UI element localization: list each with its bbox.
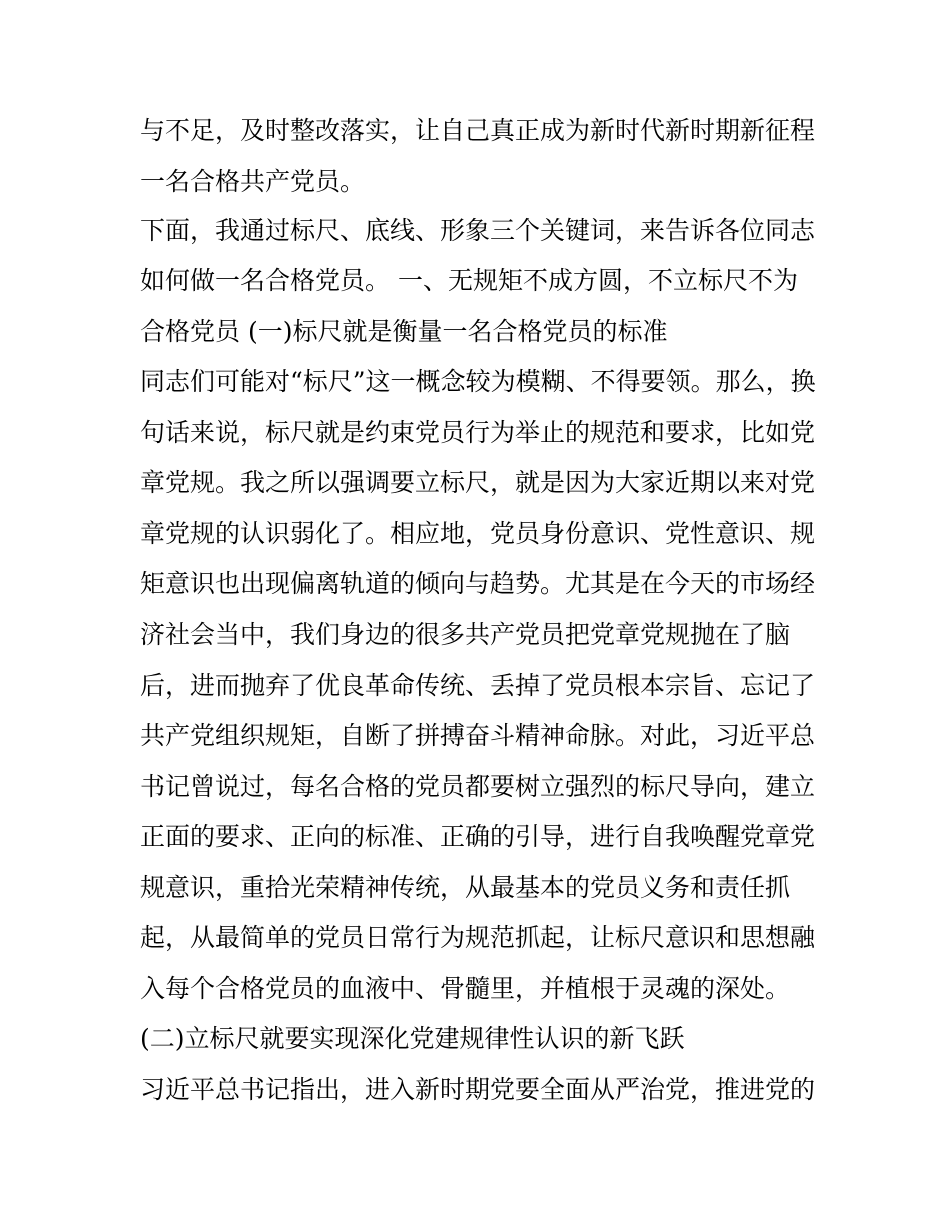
text-line: 同志们可能对“标尺”这一概念较为模糊、不得要领。那么，换 [140, 367, 816, 396]
text-line: 句话来说，标尺就是约束党员行为举止的规范和要求，比如党 [140, 418, 816, 447]
text-line: 共产党组织规矩，自断了拼搏奋斗精神命脉。对此，习近平总 [140, 721, 816, 750]
text-line: 章党规的认识弱化了。相应地，党员身份意识、党性意识、规 [140, 519, 816, 548]
text-line: 书记曾说过，每名合格的党员都要树立强烈的标尺导向，建立 [140, 772, 816, 801]
text-line: 正面的要求、正向的标准、正确的引导，进行自我唤醒党章党 [140, 822, 816, 851]
text-line: 与不足，及时整改落实，让自己真正成为新时代新时期新征程 [140, 116, 816, 145]
text-line: 济社会当中，我们身边的很多共产党员把党章党规抛在了脑 [140, 620, 791, 649]
section-heading: 合格党员 (一)标尺就是衡量一名合格党员的标准 [140, 317, 668, 346]
text-line: 习近平总书记指出，进入新时期党要全面从严治党，推进党的 [140, 1075, 816, 1104]
text-line: 起，从最简单的党员日常行为规范抓起，让标尺意识和思想融 [140, 923, 816, 952]
text-line: 规意识，重拾光荣精神传统，从最基本的党员义务和责任抓 [140, 873, 791, 902]
section-heading: (二)立标尺就要实现深化党建规律性认识的新飞跃 [140, 1024, 685, 1053]
text-line: 矩意识也出现偏离轨道的倾向与趋势。尤其是在今天的市场经 [140, 569, 816, 598]
text-line: 一名合格共产党员。 [140, 167, 366, 196]
text-line: 入每个合格党员的血液中、骨髓里，并植根于灵魂的深处。 [140, 974, 791, 1003]
text-line: 下面，我通过标尺、底线、形象三个关键词，来告诉各位同志 [140, 216, 816, 245]
text-line: 后，进而抛弃了优良革命传统、丢掉了党员根本宗旨、忘记了 [140, 671, 816, 700]
text-line: 章党规。我之所以强调要立标尺，就是因为大家近期以来对党 [140, 468, 816, 497]
text-line: 如何做一名合格党员。 一、无规矩不成方圆，不立标尺不为 [140, 266, 798, 295]
